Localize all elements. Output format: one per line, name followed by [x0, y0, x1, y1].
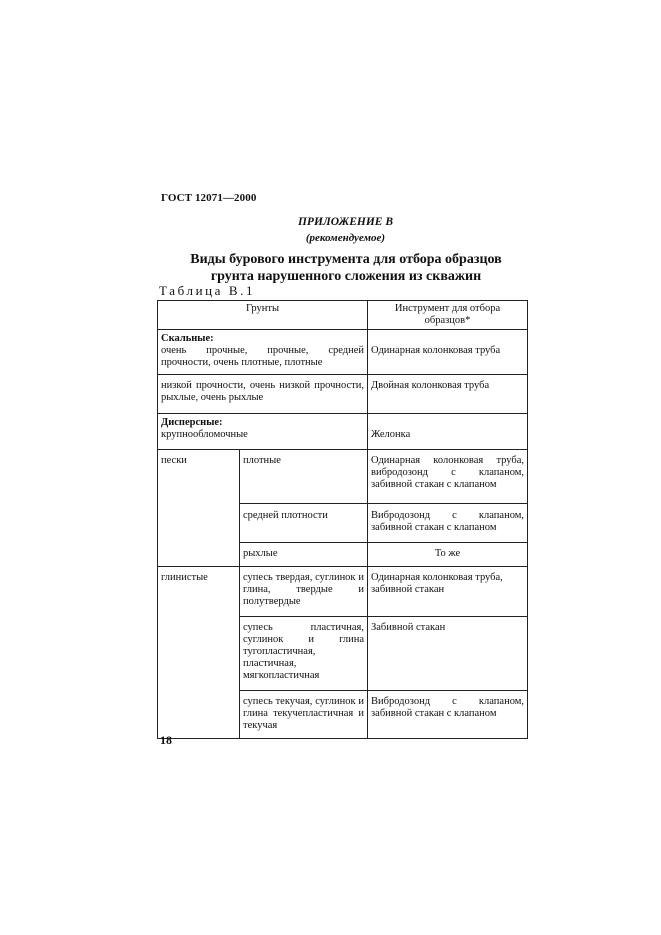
appendix-note: (рекомендуемое) [305, 232, 386, 244]
cell-dispersed [158, 414, 368, 450]
header-tool: Инструмент для отбора образцов* [368, 301, 528, 330]
title-line-1: Виды бурового инструмента для отбора образцов [190, 252, 502, 267]
cell-clays-hard [240, 567, 368, 617]
cell-sands-medium-tool [368, 504, 528, 543]
cell-sands-loose [240, 543, 368, 567]
document-title [161, 251, 531, 285]
sands-loose-text: рыхлые [243, 548, 278, 559]
rocky-weak-tool-text: Двойная колонковая труба [371, 380, 490, 391]
cell-rocky-weak-tool [368, 375, 528, 414]
clays-text: глинистые [161, 572, 208, 583]
table-caption: Таблица В.1 [159, 283, 256, 298]
sands-text: пески [161, 455, 187, 466]
cell-sands [158, 450, 240, 567]
cell-clays-plastic-tool [368, 617, 528, 691]
cell-sands-dense [240, 450, 368, 504]
title-line-2: грунта нарушенного сложения из скважин [210, 269, 482, 284]
cell-sands-dense-tool [368, 450, 528, 504]
cell-rocky-strong-tool [368, 330, 528, 375]
cell-sands-medium [240, 504, 368, 543]
sands-medium-text: средней плотности [243, 510, 328, 521]
table-row [158, 414, 528, 450]
cell-rocky-weak [158, 375, 368, 414]
clays-hard-text: супесь твердая, суглинок и глина, твердые и полутвердые [243, 572, 365, 607]
clays-plastic-text: супесь пластичная, суглинок и глина тугопластичная, пластичная, мягкопластичная [243, 622, 365, 681]
table-row [158, 375, 528, 414]
sands-loose-tool-text: То же [434, 548, 461, 559]
dispersed-title: Дисперсные: [161, 417, 223, 428]
appendix-label: ПРИЛОЖЕНИЕ В [297, 216, 393, 228]
table-row [158, 567, 528, 617]
header-soils: Грунты [158, 301, 368, 330]
table-row [158, 450, 528, 504]
table-row [158, 330, 528, 375]
cell-clays-fluid [240, 691, 368, 739]
coarse-text: крупнообломочные [161, 429, 248, 440]
rocky-strong-text: очень прочные, прочные, средней прочности, очень плотные, плотные [161, 345, 365, 368]
clays-fluid-text: супесь текучая, суглинок и глина текучепластичная и текучая [243, 696, 365, 731]
page-number: 18 [160, 733, 172, 747]
cell-rocky-strong [158, 330, 368, 375]
standard-code: ГОСТ 12071—2000 [161, 192, 257, 204]
clays-fluid-tool-text: Вибродозонд с клапаном, забивной стакан с клапаном [371, 696, 525, 719]
clays-plastic-tool-text: Забивной стакан [371, 622, 446, 633]
cell-clays-fluid-tool [368, 691, 528, 739]
sands-dense-text: плотные [243, 455, 281, 466]
table-header-row [158, 301, 528, 330]
rocky-title: Скальные: [161, 333, 214, 344]
drilling-tools-table [157, 300, 528, 739]
cell-sands-loose-tool [368, 543, 528, 567]
coarse-tool-text: Желонка [371, 429, 411, 440]
rocky-weak-text: низкой прочности, очень низкой прочности, рыхлые, очень рыхлые [161, 380, 365, 403]
sands-medium-tool-text: Вибродозонд с клапаном, забивной стакан с клапаном [371, 510, 525, 533]
sands-dense-tool-text: Одинарная колонковая труба, вибродозонд с клапаном, забивной стакан с клапаном [371, 455, 525, 490]
clays-hard-tool-text: Одинарная колонковая труба, забивной стакан [371, 572, 503, 595]
cell-clays-plastic [240, 617, 368, 691]
cell-clays-hard-tool [368, 567, 528, 617]
rocky-strong-tool-text: Одинарная колонковая труба [371, 345, 501, 356]
cell-coarse-tool [368, 414, 528, 450]
cell-clays [158, 567, 240, 739]
